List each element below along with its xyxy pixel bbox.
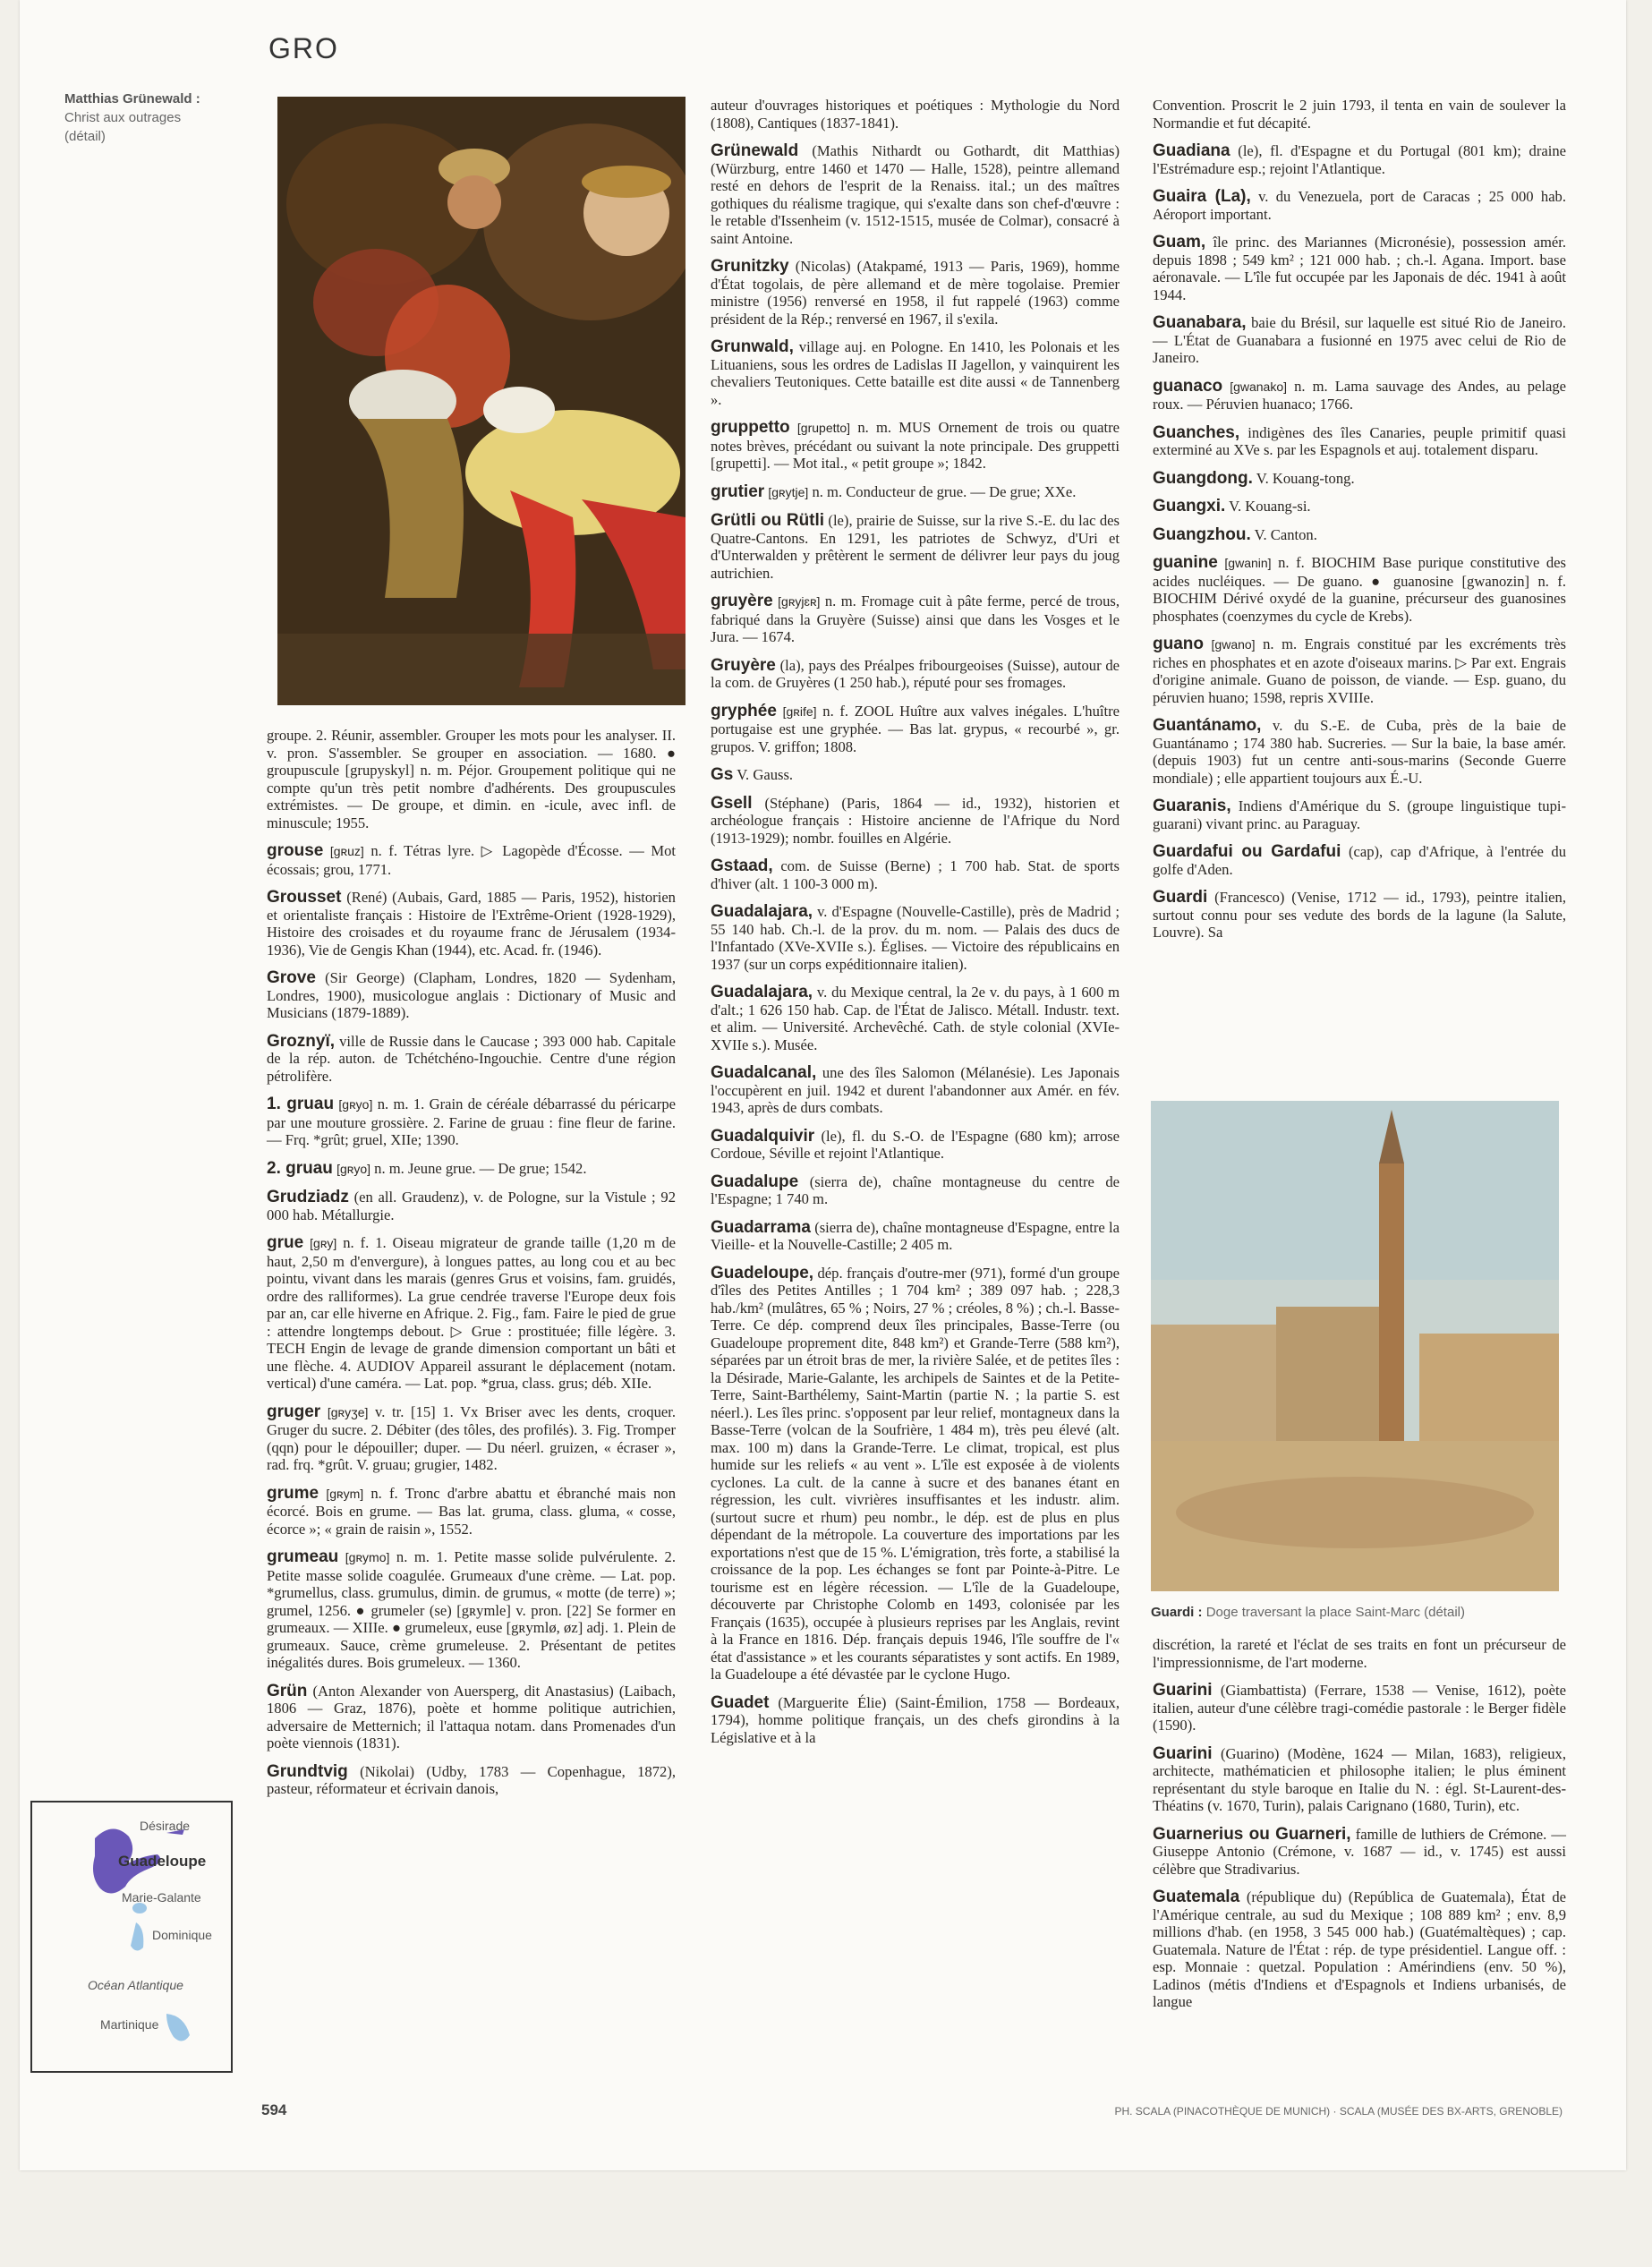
entry-text: (Mathis Nithardt ou Gothardt, dit Matthias) (Würzburg, entre 1460 et 1470 — Halle, 1528), peintre allemand resté en dehors de l'esprit de la Renaiss. ital.; un des maîtres gothiques du réalisme tragique, qui s'exalte dans son chef-d'œuvre : le retable d'Issenheim (v. 1512-1515, musée de Colmar), consacré à saint Antoine. (711, 142, 1120, 247)
entry (267, 1160, 676, 1179)
entry (1153, 1745, 1566, 1815)
entry (1153, 843, 1566, 878)
headword: Grünewald (711, 141, 799, 160)
entry (1153, 188, 1566, 223)
map-label-dominique: Dominique (152, 1928, 212, 1942)
entry (1153, 797, 1566, 832)
entry (1153, 234, 1566, 303)
grunewald-painting (277, 97, 685, 705)
page-header-letters: GRO (268, 32, 339, 64)
headword: Guarnerius ou Guarneri, (1153, 1824, 1351, 1844)
headword: grue (267, 1233, 304, 1252)
pronunciation: [gʀuz] (329, 844, 364, 858)
pronunciation: [gʀytje] (768, 484, 809, 499)
entry (711, 1173, 1120, 1208)
entry-text: v. tr. [15] 1. Vx Briser avec les dents, croquer. Gruger du sucre. 2. Débiter (des tôles, des profilés). 3. Fig. Tromper (qqn) pour le dépouiller; duper. — Du néerl. gruizen, « écraser », rad. frq. *grût. V. gruau; grugier, 1482. (267, 1402, 676, 1473)
entry-text: Convention. Proscrit le 2 juin 1793, il tenta en vain de soulever la Normandie et fut décapité. (1153, 97, 1566, 132)
entry-text: v. d'Espagne (Nouvelle-Castille), près de Madrid ; 55 140 hab. Ch.-l. de la prov. du m. nom. — Palais des ducs de l'Infantado (XVe-XVIIe s.). Églises. — Victoire des républicains en 1937 (sur un corps expéditionnaire italien). (711, 903, 1120, 973)
guardi-painting (1151, 1101, 1559, 1591)
entry (711, 258, 1120, 328)
venice-illustration (1151, 1101, 1559, 1591)
headword: Guadalajara, (711, 983, 813, 1001)
headword: Guadeloupe, (711, 1263, 814, 1283)
entry-text: (Sir George) (Clapham, Londres, 1820 — Sydenham, Londres, 1900), musicologue anglais : Dictionary of Music and Musicians (1879-1889). (267, 969, 676, 1021)
headword: 2. gruau (267, 1158, 333, 1178)
headword: Guardi (1153, 888, 1208, 907)
entry-text: (Stéphane) (Paris, 1864 — id., 1932), historien et archéologue français : Histoire ancienne de l'Afrique du Nord (1913-1929); nombr. fouilles en Algérie. (711, 794, 1120, 847)
headword: gruger (267, 1402, 321, 1421)
headword: Groznyï, (267, 1031, 336, 1051)
headword: Guam, (1153, 233, 1206, 251)
entry-text: n. m. Conducteur de grue. — De grue; XXe. (812, 482, 1077, 500)
entry (1153, 1888, 1566, 2011)
entry (267, 1033, 676, 1086)
entry-text: dép. français d'outre-mer (971), formé d'un groupe d'îles des Petites Antilles ; 1 704 km² ; 389 097 hab. ; 228,3 hab./km² (mulâtres, 65 % ; Noirs, 27 % ; créoles, 8 %) ; ch.-l. Basse-Terre. Ce dép. comprend deux îles principales, Basse-Terre (ou Guadeloupe proprement dite, 848 km²) et Grande-Terre (588 km²), séparées par un étroit bras de mer, la rivière Salée, et de petites îles : la Désirade, Marie-Galante, les archipels de Saintes et de la Petite-Terre, Saint-Barthélemy, Saint-Martin (partie N. ; la partie S. est néerl.). Les îles princ. s'opposent par leur relief, montagneux dans la Basse-Terre (volcan de la Soufrière, 1 484 m), très peu élevé (alt. max. 100 m) dans la Grande-Terre. Le climat, tropical, est plus humide sur les reliefs « au vent ». L'île est exposée à de violents cyclones. La cult. de la canne à sucre et des bananes étant en régression, les cult. vivrières insuffisantes et les industr. alim. (surtout sucre et rhum) peu nombr., le dép. est de plus en plus dépendant de la métropole. La couverture des importations par les exportations n'est que de 15 %. L'émigration, très forte, a stabilisé la croissance de la pop. Les échanges se font par Pointe-à-Pitre. Le tourisme est en légère récession. — L'île de la Guadeloupe, découverte par Christophe Colomb en 1493, colonisée par les Français (1635), occupée à plusieurs reprises par les Anglais, revint à la France en 1816. Dép. français depuis 1946, l'île souffre de l'« état d'assistance » et les courants séparatistes y sont actifs. En 1989, la Guadeloupe a été dévastée par le cyclone Hugo. (711, 1264, 1120, 1683)
entry-text: (le), prairie de Suisse, sur la rive S.-E. du lac des Quatre-Cantons. En 1291, les patriotes de Schwyz, d'Uri et d'Unterwalden y prêtèrent le serment de délivrer leur pays du joug autrichien. (711, 512, 1120, 582)
entry-text: île princ. des Mariannes (Micronésie), possession amér. depuis 1898 ; 549 km² ; 121 000 hab. ; ch.-l. Agana. Import. base aéronavale. — L'île fut occupée par les Japonais de déc. 1941 à août 1944. (1153, 234, 1566, 303)
entry (1153, 142, 1566, 177)
entry (711, 1064, 1120, 1117)
headword: gryphée (711, 701, 777, 720)
headword: Gruyère (711, 655, 776, 675)
entry (711, 657, 1120, 692)
pronunciation: [gwano] (1211, 637, 1256, 652)
entry-text: une des îles Salomon (Mélanésie). Les Japonais l'occupèrent en juil. 1942 et durent l'abandonner aux Amér. en fév. 1943, après de durs combats. (711, 1064, 1120, 1116)
entry (267, 1234, 676, 1393)
headword: Grudziadz (267, 1188, 349, 1206)
entry (711, 419, 1120, 473)
entry-text: V. Canton. (1254, 525, 1317, 543)
headword: grumeau (267, 1547, 339, 1566)
headword: Grunitzky (711, 257, 789, 276)
entry (1153, 554, 1566, 625)
entry-text: V. Gauss. (737, 766, 794, 783)
entry-text: famille de luthiers de Crémone. — Giuseppe Antonio (Crémone, v. 1687 — id., v. 1745) est aussi célèbre que Stradivarius. (1153, 1825, 1566, 1878)
headword: Grove (267, 968, 316, 987)
page-number: 594 (261, 2101, 287, 2118)
entry-text: (René) (Aubais, Gard, 1885 — Paris, 1952), historien et orientaliste français : Histoire de l'Extrême-Orient (1928-1929), Histoire des croisades et du royaume franc de Jérusalem (1934-1936), Vie de Gengis Khan (1944), etc. Acad. fr. (1946). (267, 889, 676, 959)
caption-detail: (détail) (64, 129, 106, 144)
entry-text: (Nicolas) (Atakpamé, 1913 — Paris, 1969), homme d'État togolais, de père allemand et de mère togolaise. Premier ministre (1956) renversé en 1958, il fut rappelé (1963) comme président de la Rép.; renversé en 1967, il s'exila. (711, 258, 1120, 328)
entry (711, 766, 1120, 784)
entry (1153, 470, 1566, 488)
entry-text: v. du Venezuela, port de Caracas ; 25 000 hab. Aéroport important. (1153, 188, 1566, 223)
pronunciation: [gwanako] (1230, 379, 1288, 394)
headword: Guadiana (1153, 141, 1230, 160)
headword: Guaranis, (1153, 797, 1231, 815)
headword: guano (1153, 635, 1204, 653)
headword: grume (267, 1483, 319, 1503)
headword: Grundtvig (267, 1761, 348, 1781)
entry-text: n. m. Lama sauvage des Andes, au pelage roux. — Péruvien huanaco; 1766. (1153, 377, 1566, 413)
pronunciation: [gʀyjɛʀ] (778, 594, 821, 609)
column-3-bottom (1153, 1636, 1566, 2022)
entry-text: com. de Suisse (Berne) ; 1 700 hab. Stat. de sports d'hiver (alt. 1 100-3 000 m). (711, 857, 1120, 892)
entry-text: n. f. BIOCHIM Base purique constitutive des acides nucléiques. — De guano. ● guanosine [gwanozin] n. f. BIOCHIM Dérivé oxydé de la guanine, précurseur des guanosines phosphates (coenzymes du cycle de Krebs). (1153, 554, 1566, 625)
entry (1153, 378, 1566, 413)
headword: Guadalupe (711, 1172, 799, 1191)
headword: Grün (267, 1681, 308, 1700)
entry-text: baie du Brésil, sur laquelle est situé Rio de Janeiro. — L'État de Guanabara a fusionné en 1975 avec celui de Rio de Janeiro. (1153, 314, 1566, 366)
entry-text: (république du) (República de Guatemala), État de l'Amérique centrale, au sud du Mexique ; 108 889 km² ; env. 8,9 millions d'hab. (en 1958, 3 545 000 hab.) (Guatémaltèques) ; cap. Guatemala. Nature de l'État : rép. de type présidentiel. Langue off. : esp. Monnaie : quetzal. Population : Amérindiens (env. 50 %), Ladinos (métis d'Indiens et d'Espagnols et Indiens urbanisés, de langue (1153, 1888, 1566, 2010)
guadeloupe-map (30, 1801, 233, 2073)
guardi-caption (1151, 1605, 1563, 1620)
entry-text: n. m. 1. Grain de céréale débarrassé du péricarpe par une mouture grossière. 2. Farine de gruau : fine fleur de farine. — Frq. *grût; gruel, XIIe; 1390. (267, 1095, 676, 1148)
pronunciation: [gʀyʒe] (327, 1404, 369, 1419)
headword: grutier (711, 482, 765, 501)
headword: Guatemala (1153, 1888, 1240, 1906)
island-dominique (131, 1922, 143, 1951)
entry (711, 592, 1120, 646)
entry (267, 842, 676, 878)
caption-title: Christ aux outrages (64, 110, 182, 125)
entry-text: n. f. Tronc d'arbre abattu et ébranché mais non écorcé. Bois en grume. — Bas lat. gruma, class. gluma, « cosse, écorce »; « grain de raisin », 1552. (267, 1484, 676, 1538)
entry-text: n. m. Engrais constitué par les excréments très riches en phosphates et en azote d'oiseaux marins. ▷ Par ext. Engrais d'origine animale. Guano de poisson, de viande. — Esp. guano, du péruvien huano; 1598, repris XVIIIe. (1153, 635, 1566, 706)
headword: gruyère (711, 592, 773, 610)
headword: Guanabara, (1153, 313, 1247, 332)
entry (711, 903, 1120, 973)
entry (267, 1189, 676, 1223)
entry (267, 727, 676, 831)
headword: Gs (711, 765, 734, 784)
entry-text: (la), pays des Préalpes fribourgeoises (Suisse), autour de la com. de Gruyères (1 250 hab.), réputé pour ses fromages. (711, 656, 1120, 691)
entry (267, 1485, 676, 1538)
entry (711, 703, 1120, 756)
map-label-martinique: Martinique (100, 2017, 159, 2032)
entry-text: (Giambattista) (Ferrare, 1538 — Venise, 1612), poète italien, auteur d'une célèbre tragi-comédie pastorale : le Berger fidèle (1590). (1153, 1682, 1566, 1734)
headword: Guadalquivir (711, 1126, 815, 1146)
caption-artist: Matthias Grünewald : (64, 91, 200, 107)
headword: Grousset (267, 888, 342, 907)
entry (1153, 97, 1566, 132)
entry (267, 1403, 676, 1474)
entry (267, 1095, 676, 1149)
entry-text: (Nikolai) (Udby, 1783 — Copenhague, 1872), pasteur, réformateur et écrivain danois, (267, 1762, 676, 1797)
entry-text: (en all. Graudenz), v. de Pologne, sur la Vistule ; 92 000 hab. Métallurgie. (267, 1189, 676, 1223)
entry-text: groupe. 2. Réunir, assembler. Grouper les mots pour les analyser. II. v. pron. S'assembler. Se grouper en association. — 1680. ● groupuscule [grupyskyl] n. m. Péjor. Groupement politique qui ne compte qu'un très petit nombre d'adhérents. Des groupuscules extrémistes. — De groupe, et dimin. en -icule, avec infl. de minuscule; 1955. (267, 727, 676, 831)
photo-credits: PH. SCALA (PINACOTHÈQUE DE MUNICH) · SCALA (MUSÉE DES BX-ARTS, GRENOBLE) (1114, 2105, 1563, 2118)
map-label-desirade: Désirade (140, 1819, 191, 1833)
headword: Guaira (La), (1153, 187, 1251, 206)
entry (711, 795, 1120, 848)
entry-text: (Guarino) (Modène, 1624 — Milan, 1683), religieux, architecte, mathématicien et philosophe italien; le plus éminent représentant du style baroque en Italie du N. : égl. St-Laurent-des-Théatins (v. 1670, Turin), palais Carignano (1680, Turin), etc. (1153, 1744, 1566, 1814)
pronunciation: [gʀyo] (336, 1161, 370, 1176)
entry (1153, 889, 1566, 942)
entry (1153, 424, 1566, 459)
entry-text: village auj. en Pologne. En 1410, les Polonais et les Lituaniens, sous les ordres de Ladislas II Jagellon, y vainquirent les chevaliers Teutoniques. Cette bataille est dite aussi « de Tannenberg ». (711, 338, 1120, 408)
caption-text: Doge traversant la place Saint-Marc (détail) (1205, 1605, 1465, 1620)
headword: 1. gruau (267, 1095, 335, 1113)
entry-text: auteur d'ouvrages historiques et poétiques : Mythologie du Nord (1808), Cantiques (1837-1841). (711, 97, 1120, 132)
headword: Gstaad, (711, 857, 773, 875)
headword: Guarini (1153, 1681, 1213, 1700)
entry (711, 97, 1120, 132)
entry (267, 969, 676, 1022)
column-2 (711, 97, 1120, 1757)
headword: Guarini (1153, 1743, 1213, 1763)
entry-text: indigènes des îles Canaries, peuple primitif quasi exterminé au XVe s. par les Espagnols et auj. totalement disparu. (1153, 423, 1566, 458)
entry-text: n. f. 1. Oiseau migrateur de grande taille (1,20 m de haut, 2,50 m d'envergure), à longues pattes, au long cou et au bec pointu, vivant dans les marais (genres Grus et voisins, fam. gruidés, ordre des ralliformes). La grue cendrée traverse l'Europe deux fois par an, car elle hiverne en Afrique. 2. Fig., fam. Faire le pied de grue : attendre longtemps debout. ▷ Grue : prostituée; fille légère. 3. TECH Engin de levage de grande dimension comportant un bâti et une flèche. 4. AUDIOV Appareil assurant le déplacement (notam. vertical) d'une caméra. — Lat. pop. *grua, class. grus; déb. XIIe. (267, 1234, 676, 1392)
entry (267, 1683, 676, 1752)
entry (1153, 314, 1566, 367)
pronunciation: [gʀym] (326, 1486, 364, 1501)
entry-text: discrétion, la rareté et l'éclat de ses traits en font un précurseur de l'impressionnisme, de l'art moderne. (1153, 1636, 1566, 1671)
entry-text: n. f. ZOOL Huître aux valves inégales. L'huître portugaise est une gryphée. — Bas lat. grypus, « recourbé », gr. grupos. V. griffon; 1808. (711, 702, 1120, 755)
headword: grouse (267, 841, 324, 860)
entry (711, 1219, 1120, 1254)
entry (267, 889, 676, 959)
entry (711, 142, 1120, 247)
entry-text: V. Kouang-si. (1229, 498, 1311, 515)
pronunciation: [gʀy] (310, 1236, 337, 1250)
entry (711, 1265, 1120, 1683)
entry (267, 1763, 676, 1798)
entry (1153, 526, 1566, 544)
pronunciation: [grupetto] (796, 421, 851, 435)
entry-text: (cap), cap d'Afrique, à l'entrée du golfe d'Aden. (1153, 843, 1567, 878)
pronunciation: [gʀymo] (345, 1550, 390, 1564)
entry (711, 984, 1120, 1053)
headword: Grunwald, (711, 337, 794, 356)
entry-text: (sierra de), chaîne montagneuse du centre de l'Espagne; 1 740 m. (711, 1172, 1120, 1207)
headword: Guangxi. (1153, 497, 1226, 516)
entry-text: n. m. Jeune grue. — De grue; 1542. (374, 1159, 587, 1177)
column-3-top (1153, 97, 1566, 952)
entry-text: ville de Russie dans le Caucase ; 393 000 hab. Capitale de la rép. auton. de Tchétchéno-Ingouchie. Centre d'une région pétrolifère. (267, 1032, 677, 1085)
entry (711, 483, 1120, 502)
entry-text: n. f. Tétras lyre. ▷ Lagopède d'Écosse. — Mot écossais; grou, 1771. (267, 842, 676, 878)
entry-text: (le), fl. d'Espagne et du Portugal (801 km); draine l'Estrémadure esp.; rejoint l'Atlantique. (1153, 142, 1566, 177)
caption-name: Guardi : (1151, 1605, 1203, 1620)
entry-text: V. Kouang-tong. (1256, 469, 1355, 487)
entry (1153, 1682, 1566, 1734)
painting-illustration (277, 97, 685, 705)
pronunciation: [gʀife] (782, 703, 817, 719)
entry (267, 1548, 676, 1672)
headword: Guantánamo, (1153, 716, 1262, 735)
entry (711, 1694, 1120, 1747)
headword: guanaco (1153, 376, 1223, 396)
headword: Guadarrama (711, 1217, 811, 1237)
entry-text: v. du S.-E. de Cuba, près de la baie de Guantánamo ; 174 380 hab. Sucreries. — Sur la baie, la base amér. (depuis 1903) fut un centre anti-sous-marins (Seconde Guerre mondiale) ; elle appartient toujours aux É.-U. (1153, 717, 1566, 787)
pronunciation: [gʀyo] (338, 1097, 373, 1112)
headword: Gsell (711, 793, 753, 813)
headword: Grütli ou Rütli (711, 511, 825, 530)
map-label-guadeloupe: Guadeloupe (118, 1853, 207, 1870)
column-1 (267, 727, 676, 1809)
entry-text: n. m. 1. Petite masse solide pulvérulente. 2. Petite masse solide coagulée. Grumeaux d'une crème. — Lat. pop. *grumellus, class. grumulus, dimin. de grumus, « motte (de terre) »; grumel, 1256. ● grumeler (se) [gʀymle] v. pron. [22] Se former en grumeaux. — XIIIe. ● grumeleux, euse [gʀymlø, øz] adj. 1. Plein de grumeaux. Sauce, crème grumeleuse. 2. Présentant de petites inégalités dures. Bois grumeleux. — 1360. (267, 1548, 677, 1671)
entry (711, 1128, 1120, 1163)
pronunciation: [gwanin] (1224, 556, 1272, 570)
headword: Guadalcanal, (711, 1063, 817, 1082)
entry-text: (Francesco) (Venise, 1712 — id., 1793), peintre italien, surtout connu pour ses vedute des bords de la lagune (la Salute, Louvre). Sa (1153, 889, 1566, 941)
map-label-ocean: Océan Atlantique (88, 1978, 183, 1992)
entry-text: (Marguerite Élie) (Saint-Émilion, 1758 — Bordeaux, 1794), homme politique français, un des chefs girondins à la Législative et à la (711, 1693, 1120, 1746)
headword: Guadet (711, 1692, 770, 1712)
map-label-marie-galante: Marie-Galante (122, 1890, 201, 1905)
entry (1153, 1826, 1566, 1879)
headword: Guangdong. (1153, 468, 1253, 488)
entry-text: n. m. MUS Ornement de trois ou quatre notes brèves, précédant ou suivant la note principale. Des gruppetti [grupetti]. — Mot ital., « petit groupe »; 1842. (711, 419, 1120, 472)
entry-text: n. m. Fromage cuit à pâte ferme, percé de trous, fabriqué dans la Gruyère (Suisse) ainsi que dans les Vosges et le Jura. — 1674. (711, 592, 1120, 645)
entry-text: Indiens d'Amérique du S. (groupe linguistique tupi-guarani) vivant princ. au Paraguay. (1153, 797, 1566, 832)
entry (1153, 498, 1566, 516)
entry-text: v. du Mexique central, la 2e v. du pays, à 1 600 m d'alt.; 1 626 150 hab. Cap. de l'État de Jalisco. Métall. Industr. text. et alim. — Université. Archevêché. Cath. de style colonial (XVIe-XVIIe s.). Musée. (711, 984, 1120, 1053)
entry (1153, 1636, 1566, 1671)
headword: Guangzhou. (1153, 524, 1251, 544)
entry (1153, 717, 1566, 787)
headword: gruppetto (711, 418, 790, 437)
island-martinique (166, 2014, 190, 2041)
entry-text: (sierra de), chaîne montagneuse d'Espagne, entre la Vieille- et la Nouvelle-Castille; 2 405 m. (711, 1218, 1120, 1253)
headword: Guardafui ou Gardafui (1153, 842, 1341, 861)
painting-caption (64, 89, 243, 146)
entry (711, 512, 1120, 582)
entry-text: (Anton Alexander von Auersperg, dit Anastasius) (Laibach, 1806 — Graz, 1876), poète et homme politique autrichien, adversaire de Metternich; il l'attaqua notam. dans Promenades d'un poète viennois (1831). (267, 1682, 676, 1751)
entry (711, 338, 1120, 408)
headword: guanine (1153, 553, 1218, 572)
headword: Guadalajara, (711, 902, 813, 921)
entry (1153, 635, 1566, 706)
entry (711, 857, 1120, 892)
entry-text: (le), fl. du S.-O. de l'Espagne (680 km); arrose Cordoue, Séville et rejoint l'Atlantique. (711, 1127, 1120, 1162)
headword: Guanches, (1153, 422, 1240, 442)
